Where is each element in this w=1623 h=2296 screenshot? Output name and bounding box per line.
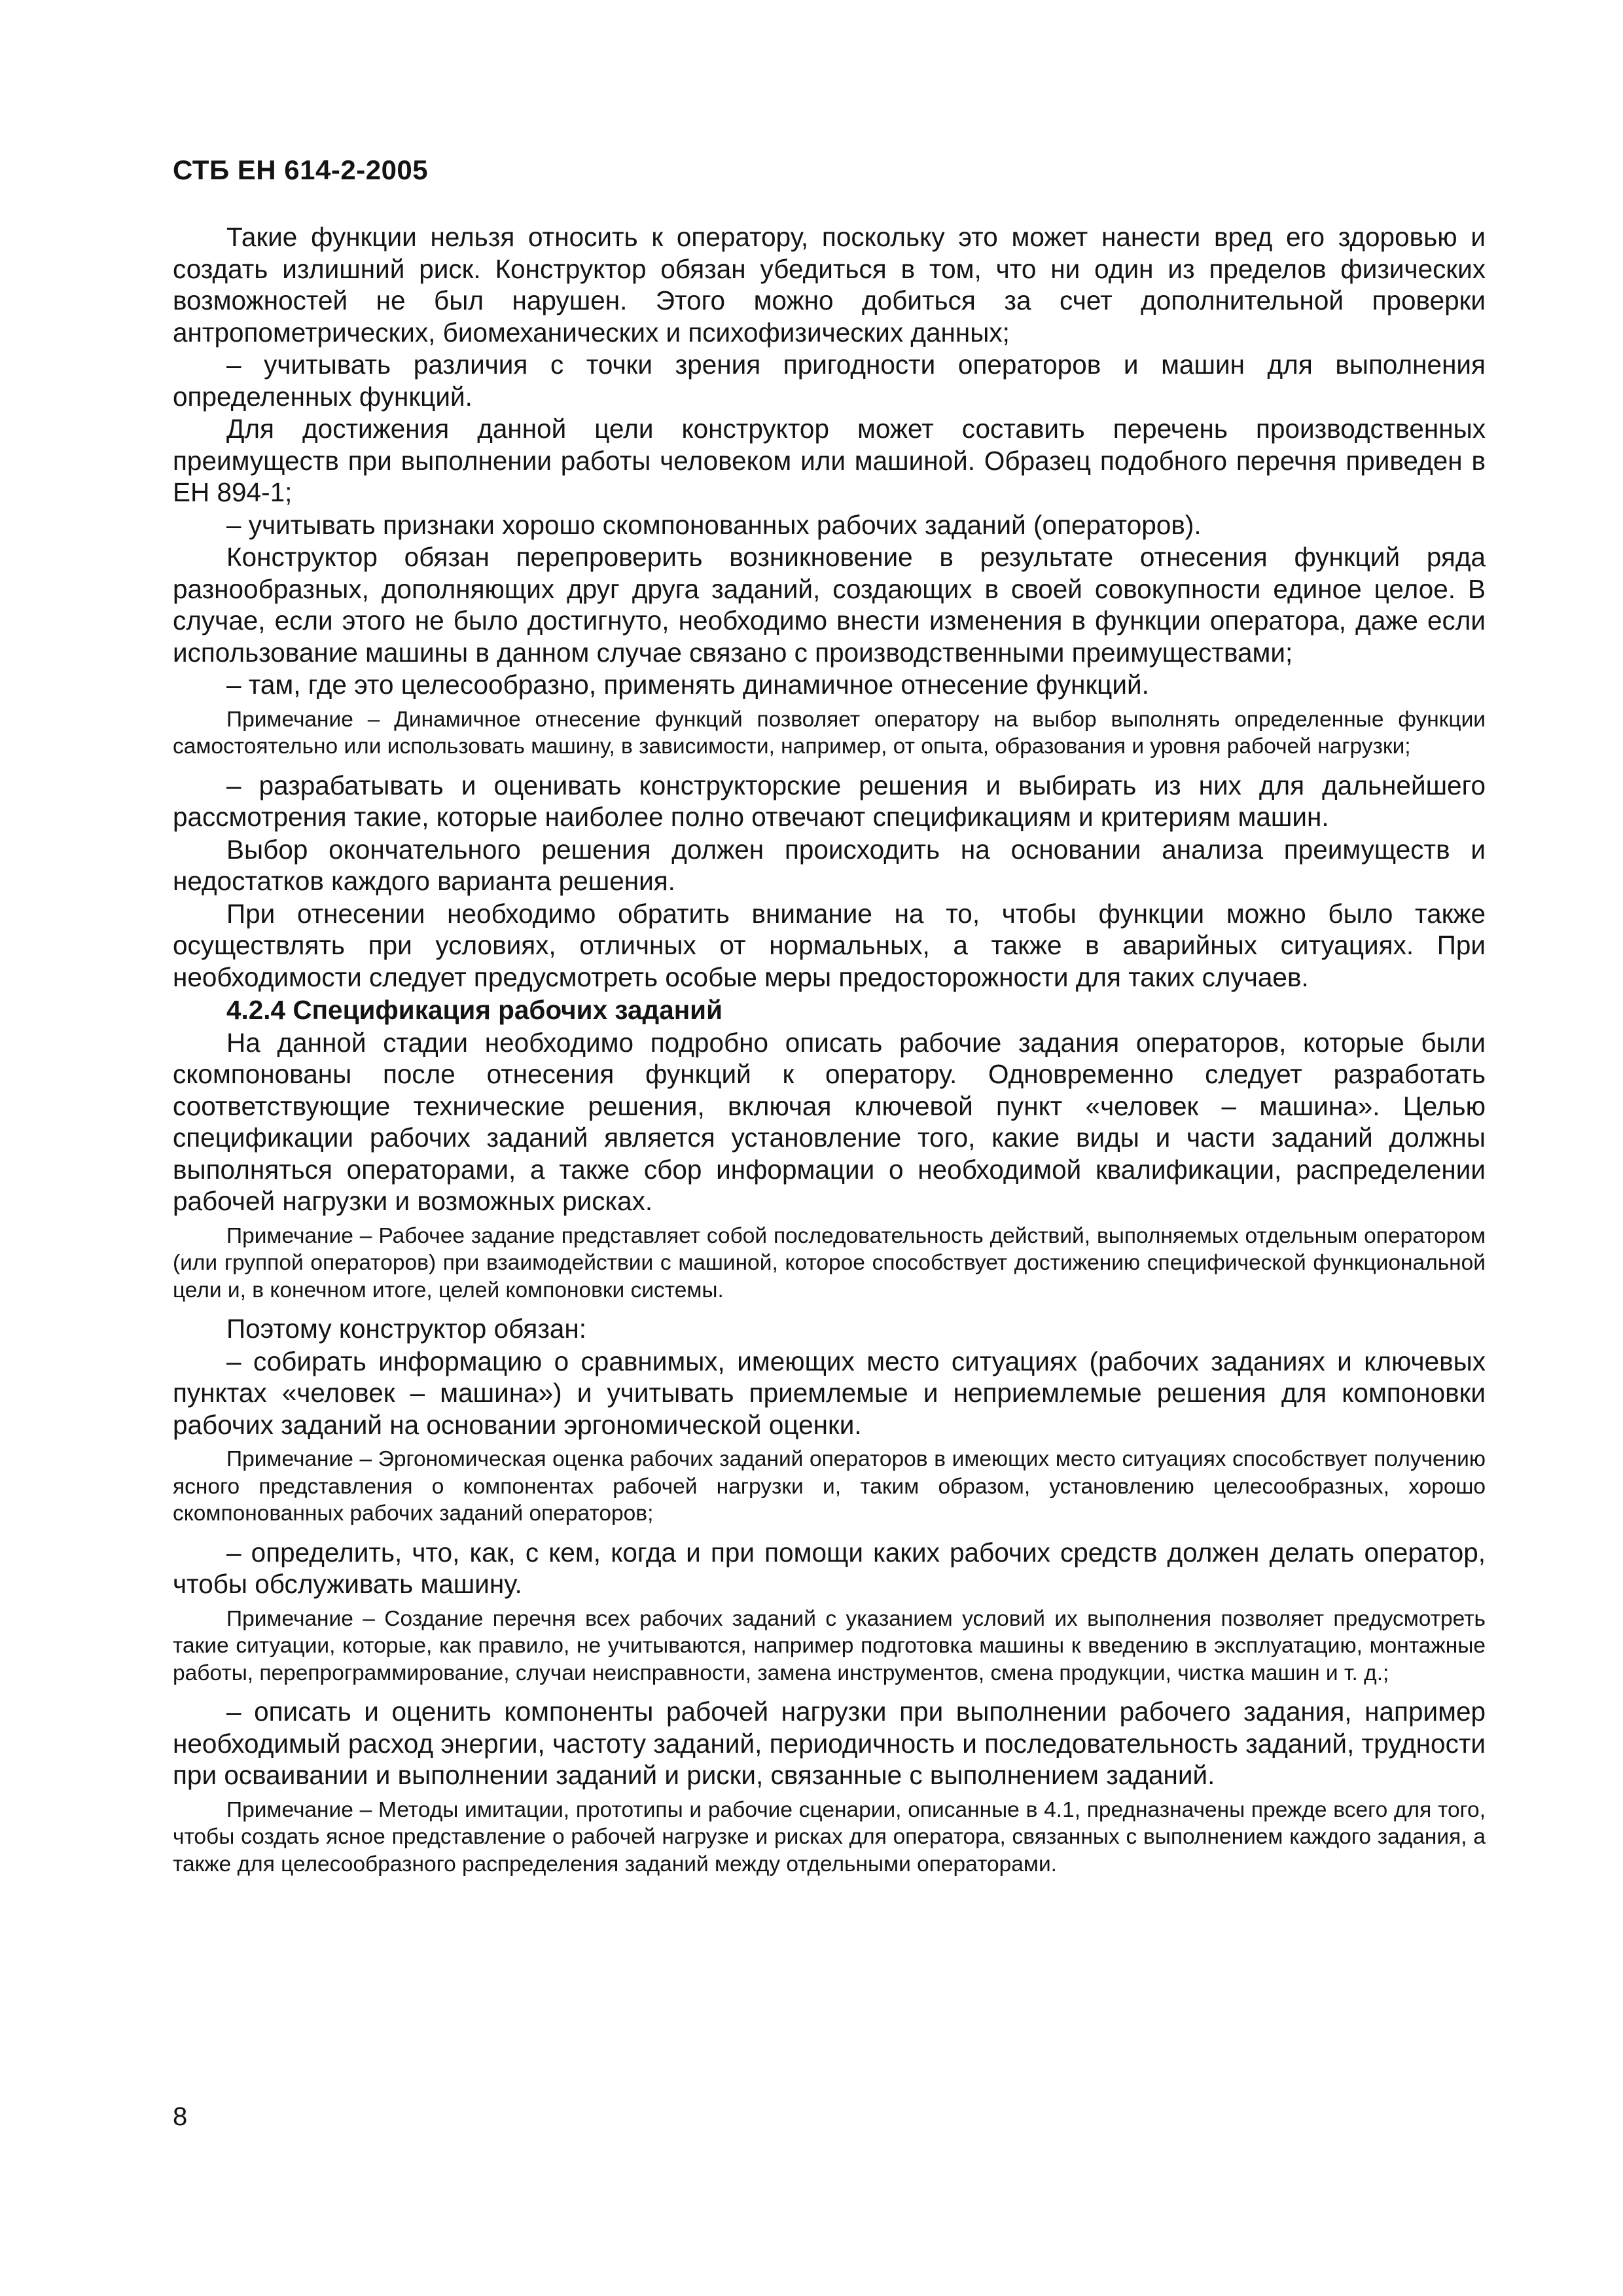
body-paragraph: Поэтому конструктор обязан: [226,1314,587,1344]
section-heading: 4.2.4 Спецификация рабочих заданий [226,995,722,1025]
list-item: – учитывать различия с точки зрения пригодности операторов и машин для выполнения определенных функций. [173,350,1486,412]
note-paragraph: Примечание – Методы имитации, прототипы и рабочие сценарии, описанные в 4.1, предназначены прежде всего для того, чтобы создать ясное представление о рабочей нагрузке и рисках для оператора, связанных с выполнением каждого задания, а также для целесообразного распределения заданий между отдельными операторами. [173,1797,1486,1876]
list-item: – там, где это целесообразно, применять динамичное отнесение функций. [226,670,1149,700]
body-paragraph: При отнесении необходимо обратить внимание на то, чтобы функции можно было также осуществлять при условиях, отличных от нормальных, а также в аварийных ситуациях. При необходимости следует предусмотреть особые меры предосторожности для таких случаев. [173,898,1486,992]
document-body [173,221,1486,1887]
body-paragraph: Конструктор обязан перепроверить возникновение в результате отнесения функций ряда разнообразных, дополняющих друг друга заданий, создающих в своей совокупности единое целое. В случае, если этого не было достигнуто, необходимо внести изменения в функции оператора, даже если использование машины в данном случае связано с производственными преимуществами; [173,542,1486,668]
note-paragraph: Примечание – Эргономическая оценка рабочих заданий операторов в имеющих место ситуациях способствует получению ясного представления о компонентах рабочей нагрузки и, таким образом, установлению целесообразных, хорошо скомпонованных рабочих заданий операторов; [173,1447,1486,1526]
note-paragraph: Примечание – Рабочее задание представляет собой последовательность действий, выполняемых отдельным оператором (или группой операторов) при взаимодействии с машиной, которое способствует достижению специфической функциональной цели и, в конечном итоге, целей компоновки системы. [173,1223,1486,1302]
body-paragraph: Выбор окончательного решения должен происходить на основании анализа преимуществ и недостатков каждого варианта решения. [173,834,1486,896]
list-item: – разрабатывать и оценивать конструкторские решения и выбирать из них для дальнейшего рассмотрения такие, которые наиболее полно отвечают спецификациям и критериям машин. [173,770,1486,832]
page-number: 8 [173,2102,188,2131]
list-item: – собирать информацию о сравнимых, имеющих место ситуациях (рабочих заданиях и ключевых пунктах «человек – машина») и учитывать приемлемые и неприемлемые решения для компоновки рабочих заданий на основании эргономической оценки. [173,1346,1486,1440]
list-item: – описать и оценить компоненты рабочей нагрузки при выполнении рабочего задания, например необходимый расход энергии, частоту заданий, периодичность и последовательность заданий, трудности при осваивании и выполнении заданий и риски, связанные с выполнением заданий. [173,1696,1486,1790]
body-paragraph: На данной стадии необходимо подробно описать рабочие задания операторов, которые были скомпонованы после отнесения функций к оператору. Одновременно следует разработать соответствующие технические решения, включая ключевой пункт «человек – машина». Целью спецификации рабочих заданий является установление того, какие виды и части заданий должны выполняться операторами, а также сбор информации о необходимой квалификации, распределении рабочей нагрузки и возможных рисках. [173,1027,1486,1216]
body-paragraph: Для достижения данной цели конструктор может составить перечень производственных преимуществ при выполнении работы человеком или машиной. Образец подобного перечня приведен в ЕН 894-1; [173,414,1486,507]
note-paragraph: Примечание – Динамичное отнесение функций позволяет оператору на выбор выполнять определенные функции самостоятельно или использовать машину, в зависимости, например, от опыта, образования и уровня рабочей нагрузки; [173,707,1486,759]
body-paragraph: Такие функции нельзя относить к оператору, поскольку это может нанести вред его здоровью и создать излишний риск. Конструктор обязан убедиться в том, что ни один из пределов физических возможностей не был нарушен. Этого можно добиться за счет дополнительной проверки антропометрических, биомеханических и психофизических данных; [173,222,1486,348]
standard-code-header: СТБ ЕН 614-2-2005 [173,154,429,185]
list-item: – учитывать признаки хорошо скомпонованных рабочих заданий (операторов). [226,509,1202,540]
list-item: – определить, что, как, с кем, когда и при помощи каких рабочих средств должен делать оператор, чтобы обслуживать машину. [173,1537,1486,1599]
note-paragraph: Примечание – Создание перечня всех рабочих заданий с указанием условий их выполнения позволяет предусмотреть такие ситуации, которые, как правило, не учитываются, например подготовка машины к введению в эксплуатацию, монтажные работы, перепрограммирование, случаи неисправности, замена инструментов, смена продукции, чистка машин и т. д.; [173,1606,1486,1685]
